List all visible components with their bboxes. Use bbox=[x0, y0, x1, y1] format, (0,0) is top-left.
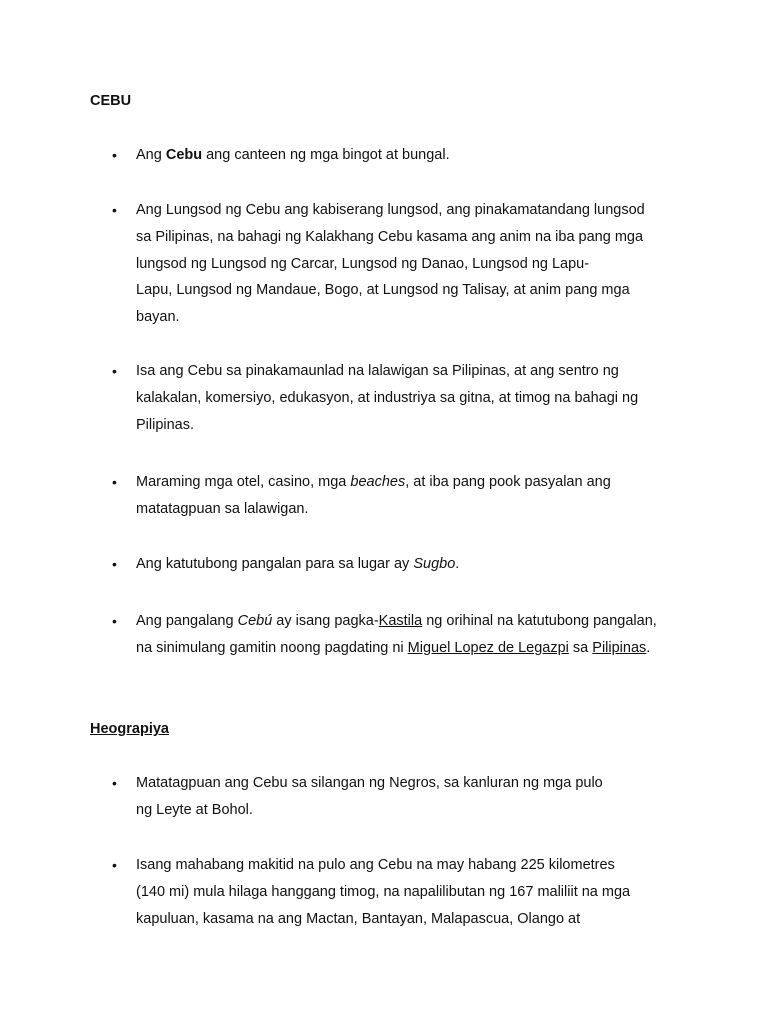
list-item-text bbox=[136, 469, 672, 523]
text-line: ng Leyte at Bohol. bbox=[136, 801, 253, 818]
text-line: kapuluan, kasama na ang Mactan, Bantayan, Malapascua, Olango at bbox=[136, 910, 581, 927]
text-run: Maraming mga otel, casino, mga bbox=[136, 474, 351, 490]
section-heading-cebu: CEBU bbox=[90, 93, 132, 109]
text-run: sa bbox=[568, 639, 593, 656]
list-item bbox=[112, 197, 672, 331]
text-line: lungsod ng Lungsod ng Carcar, Lungsod ng Danao, Lungsod ng Lapu- bbox=[136, 255, 590, 272]
list-item bbox=[112, 469, 672, 523]
bullet-icon: • bbox=[112, 613, 117, 629]
list-item-text bbox=[136, 142, 672, 169]
text-line: Ang Lungsod ng Cebu ang kabiserang lungsod, ang pinakamatandang lungsod bbox=[136, 202, 645, 218]
list-item-text bbox=[136, 770, 672, 824]
text-line: Lapu, Lungsod ng Mandaue, Bogo, at Lungsod ng Talisay, at anim pang mga bbox=[136, 282, 630, 299]
text-run: ang canteen ng mga bingot at bungal. bbox=[202, 147, 450, 163]
text-run: ng orihinal na katutubong pangalan, bbox=[422, 613, 657, 629]
text-run: Ang katutubong pangalan para sa lugar ay bbox=[136, 556, 414, 572]
italic-text: Sugbo bbox=[413, 556, 456, 572]
bullet-icon: • bbox=[112, 363, 117, 379]
text-line: kalakalan, komersiyo, edukasyon, at industriya sa gitna, at timog na bahagi ng bbox=[136, 389, 639, 406]
list-item bbox=[112, 852, 672, 932]
list-item-text bbox=[136, 608, 672, 662]
text-run: . bbox=[646, 639, 651, 656]
section-heading-heograpiya: Heograpiya bbox=[90, 721, 169, 737]
link-kastila[interactable]: Kastila bbox=[378, 613, 423, 629]
text-run: . bbox=[455, 556, 460, 572]
bullet-icon: • bbox=[112, 556, 117, 572]
text-run: , at iba pang pook pasyalan ang bbox=[405, 474, 611, 490]
bullet-icon: • bbox=[112, 474, 117, 490]
italic-text: Cebú bbox=[237, 613, 273, 629]
list-item-text bbox=[136, 852, 672, 932]
text-run: na sinimulang gamitin noong pagdating ni bbox=[136, 639, 408, 656]
list-item bbox=[112, 770, 672, 824]
list-item bbox=[112, 551, 672, 578]
bullet-icon: • bbox=[112, 202, 117, 218]
text-line: matatagpuan sa lalawigan. bbox=[136, 500, 309, 517]
italic-text: beaches bbox=[350, 474, 406, 490]
text-line: Matatagpuan ang Cebu sa silangan ng Negros, sa kanluran ng mga pulo bbox=[136, 775, 603, 791]
list-item-text bbox=[136, 551, 672, 578]
text-line: Pilipinas. bbox=[136, 416, 195, 433]
text-run: ay isang pagka- bbox=[272, 613, 379, 629]
link-pilipinas[interactable]: Pilipinas bbox=[592, 639, 647, 656]
bullet-icon: • bbox=[112, 775, 117, 791]
text-line: Isa ang Cebu sa pinakamaunlad na lalawigan sa Pilipinas, at ang sentro ng bbox=[136, 363, 619, 379]
text-line: bayan. bbox=[136, 309, 180, 326]
text-line: sa Pilipinas, na bahagi ng Kalakhang Cebu kasama ang anim na iba pang mga bbox=[136, 228, 644, 245]
bullet-icon: • bbox=[112, 857, 117, 873]
text-line: (140 mi) mula hilaga hanggang timog, na napalilibutan ng 167 maliliit na mga bbox=[136, 883, 631, 900]
bold-text: Cebu bbox=[165, 147, 203, 163]
list-item bbox=[112, 608, 672, 662]
text-run: Ang pangalang bbox=[136, 613, 238, 629]
bullet-icon: • bbox=[112, 147, 117, 163]
list-item-text bbox=[136, 358, 672, 438]
list-item bbox=[112, 358, 672, 438]
link-miguel-lopez-de-legazpi[interactable]: Miguel Lopez de Legazpi bbox=[407, 639, 569, 656]
list-item-text bbox=[136, 197, 672, 331]
text-run: Ang bbox=[136, 147, 166, 163]
text-line: Isang mahabang makitid na pulo ang Cebu na may habang 225 kilometres bbox=[136, 857, 615, 873]
list-item bbox=[112, 142, 672, 169]
